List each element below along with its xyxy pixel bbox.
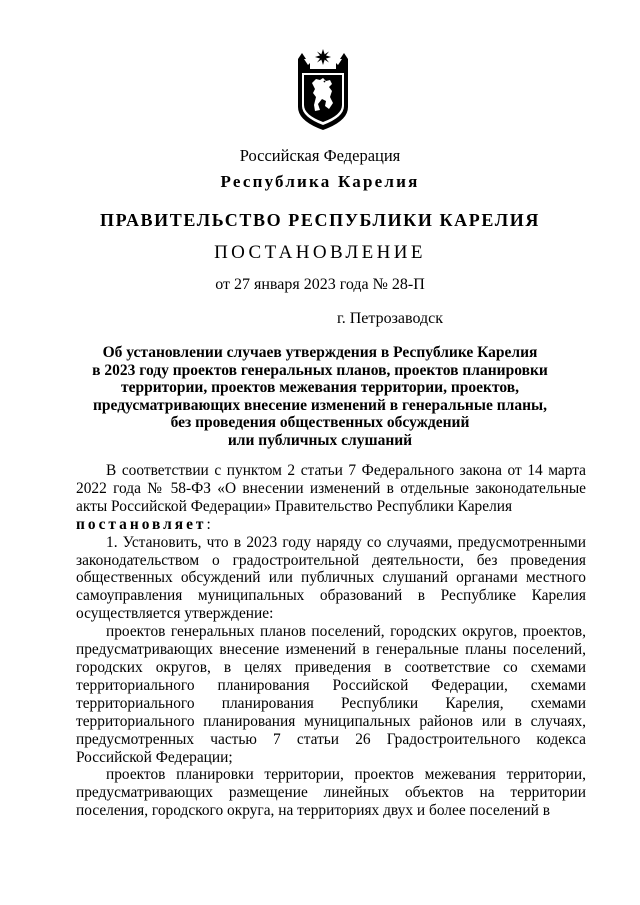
title-line: в 2023 году проектов генеральных планов, проектов планировки [92,361,548,379]
document-city: г. Петрозаводск [336,310,444,327]
body-paragraph-3: проектов планировки территории, проектов межевания территории, предусматривающих размещение линейных объектов на территории поселения, городского округа, на территориях двух и более поселений в [76,766,586,820]
title-line: без проведения общественных обсуждений [170,414,470,432]
preamble-paragraph: В соответствии с пунктом 2 статьи 7 Федерального закона от 14 марта 2022 года № 58-ФЗ «О внесении изменений в отдельные законодательные акты Российской Федерации» Правительство Республики Карелия [76,462,586,515]
republic-name: Республика Карелия [220,172,420,191]
title-line: Об установлении случаев утверждения в Республике Карелия [102,344,538,361]
document-title [60,344,580,450]
body-paragraph-2: проектов генеральных планов поселений, городских округов, проектов, предусматривающих внесение изменений в генеральные планы поселений, городских округов, в целях приведения в соответствие со схемами территориального планирования Российской Федерации, схемами территориального планирования Республики Карелия, схемами территориального планирования муниципальных районов или в случаях, предусмотренных частью 7 статьи 26 Градостроительного кодекса Российской Федерации; [76,623,586,766]
title-line: территории, проектов межевания территории, проектов, [121,379,519,397]
document-date-number: от 27 января 2023 года № 28-П [215,276,425,293]
government-name: ПРАВИТЕЛЬСТВО РЕСПУБЛИКИ КАРЕЛИЯ [100,210,540,230]
decree-word: постановляет [76,515,207,533]
document-body [76,462,586,820]
body-paragraph-1: 1. Установить, что в 2023 году наряду со случаями, предусмотренными законодательством о градостроительной деятельности, без проведения общественных обсуждений или публичных слушаний органами местного самоуправления муниципальных образований в Республике Карелия осуществляется утверждение: [76,533,586,623]
decree-colon: : [206,515,211,533]
document-type: ПОСТАНОВЛЕНИЕ [214,242,426,263]
title-line: предусматривающих внесение изменений в генеральные планы, [92,396,547,414]
decree-line [76,516,586,534]
country-name: Российская Федерация [239,146,401,165]
title-line: или публичных слушаний [227,431,413,449]
karelia-coat-of-arms-icon [296,49,350,131]
